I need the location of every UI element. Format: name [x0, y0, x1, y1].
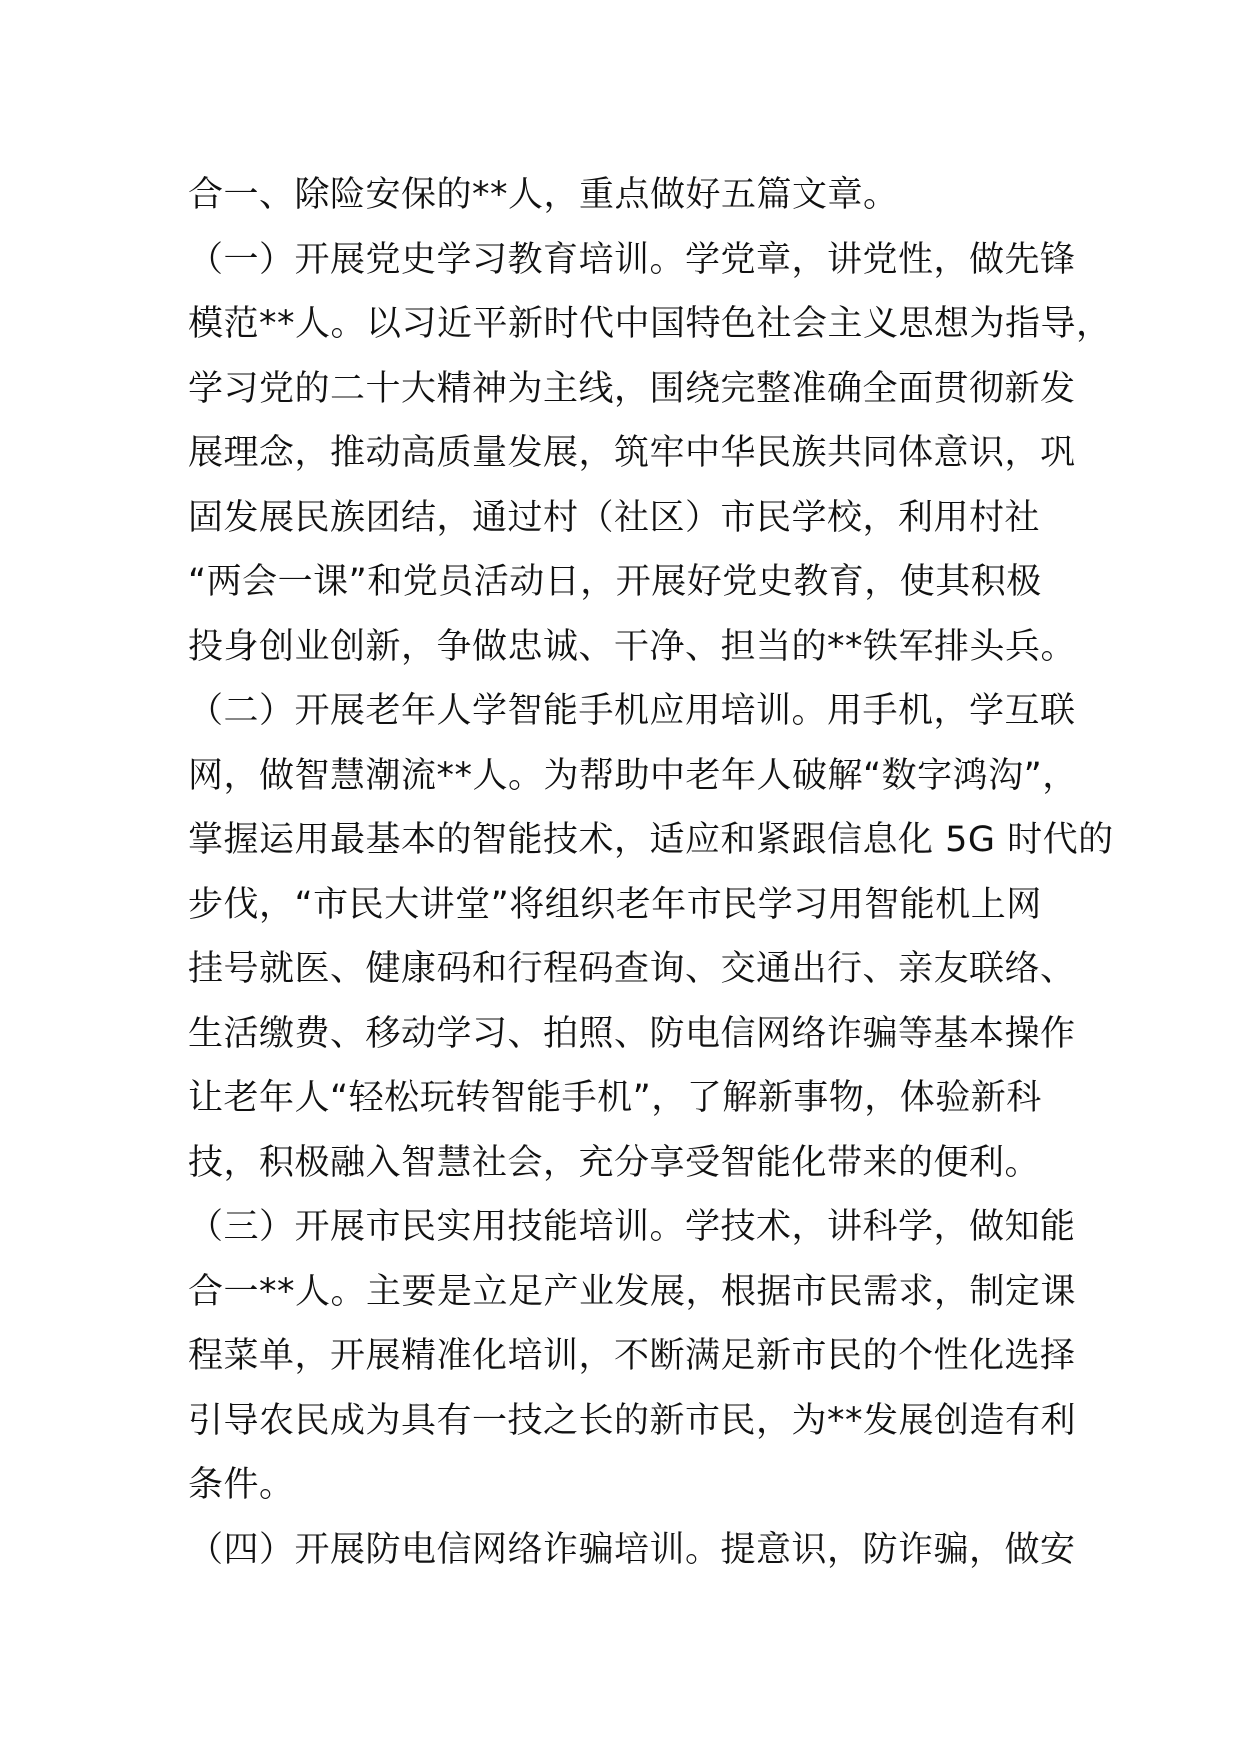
text-line: （二）开展老年人学智能手机应用培训。用手机，学互联 [188, 691, 1076, 731]
text-line: 程菜单，开展精准化培训，不断满足新市民的个性化选择 [188, 1336, 1076, 1376]
text-line: 合一**人。主要是立足产业发展，根据市民需求，制定课 [188, 1271, 1077, 1312]
text-line: 步伐，“市民大讲堂”将组织老年市民学习用智能机上网 [188, 884, 1042, 925]
text-line: 展理念，推动高质量发展，筑牢中华民族共同体意识，巩 [188, 433, 1076, 473]
text-line: （一）开展党史学习教育培训。学党章，讲党性，做先锋 [188, 239, 1076, 280]
text-line: 固发展民族团结，通过村（社区）市民学校，利用村社 [188, 497, 1041, 538]
text-line: 条件。 [188, 1465, 295, 1505]
text-line: 学习党的二十大精神为主线，围绕完整准确全面贯彻新发 [188, 368, 1076, 409]
text-line: “两会一课”和党员活动日，开展好党史教育，使其积极 [188, 562, 1042, 602]
text-line: 合一、除险安保的**人，重点做好五篇文章。 [188, 175, 899, 215]
text-line: 生活缴费、移动学习、拍照、防电信网络诈骗等基本操作 [188, 1013, 1076, 1054]
text-line: 掌握运用最基本的智能技术，适应和紧跟信息化 5G 时代的 [188, 820, 1114, 860]
text-line: 模范**人。以习近平新时代中国特色社会主义思想为指导， [188, 304, 1112, 344]
text-line: 让老年人“轻松玩转智能手机”，了解新事物，体验新科 [188, 1078, 1042, 1118]
text-line: 引导农民成为具有一技之长的新市民，为**发展创造有利 [188, 1400, 1077, 1441]
text-line: 网，做智慧潮流**人。为帮助中老年人破解“数字鸿沟”， [188, 755, 1078, 796]
text-line: 挂号就医、健康码和行程码查询、交通出行、亲友联络、 [188, 949, 1076, 989]
document-body [188, 163, 1114, 1582]
text-line: 投身创业创新，争做忠诚、干净、担当的**铁军排头兵。 [188, 626, 1077, 667]
text-line: （四）开展防电信网络诈骗培训。提意识，防诈骗，做安 [188, 1529, 1076, 1570]
text-line: 技，积极融入智慧社会，充分享受智能化带来的便利。 [188, 1142, 1041, 1183]
text-line: （三）开展市民实用技能培训。学技术，讲科学，做知能 [188, 1207, 1076, 1247]
